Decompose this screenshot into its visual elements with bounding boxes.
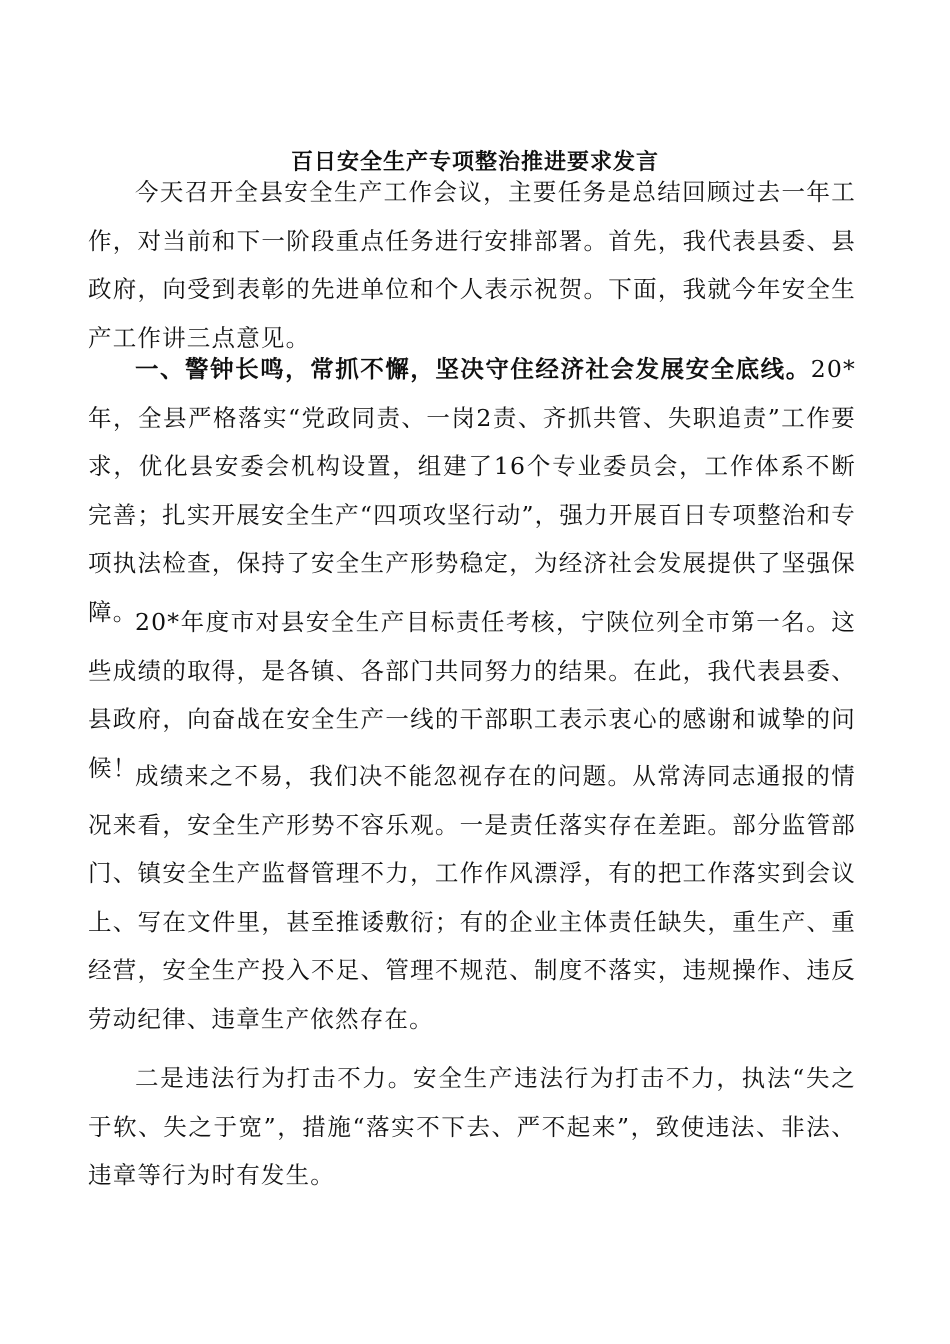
- paragraph-text: 成绩来之不易，我们决不能忽视存在的问题。从常涛同志通报的情况来看，安全生产形势不容乐观。一是责任落实存在差距。部分监管部门、镇安全生产监督管理不力，工作作风漂浮，有的把工作落实到会议上、写在文件里，甚至推诿敷衍；有的企业主体责任缺失，重生产、重经营，安全生产投入不足、管理不规范、制度不落实，违规操作、违反劳动纪律、违章生产依然存在。: [88, 762, 856, 1033]
- paragraph-text: 二是违法行为打击不力。安全生产违法行为打击不力，执法“失之于软、失之于宽”，措施“落实不下去、严不起来”，致使违法、非法、违章等行为时有发生。: [88, 1064, 856, 1189]
- paragraph-intro: [88, 168, 856, 362]
- paragraph-text: 今天召开全县安全生产工作会议，主要任务是总结回顾过去一年工作，对当前和下一阶段重点任务进行安排部署。首先，我代表县委、县政府，向受到表彰的先进单位和个人表示祝贺。下面，我就今年安全生产工作讲三点意见。: [88, 178, 856, 352]
- paragraph-text: 20*年度市对县安全生产目标责任考核，宁陕位列全市第一名。这些成绩的取得，是各镇、各部门共同努力的结果。在此，我代表县委、县政府，向奋战在安全生产一线的干部职工表示衷心的感谢和诚挚的问候！: [88, 608, 856, 782]
- paragraph-section-one: [88, 345, 856, 636]
- paragraph-enforcement: [88, 1054, 856, 1200]
- paragraph-problems: [88, 752, 856, 1043]
- paragraph-text: 20*年，全县严格落实“党政同责、一岗2责、齐抓共管、失职追责”工作要求，优化县安委会机构设置，组建了16个专业委员会，工作体系不断完善；扎实开展安全生产“四项攻坚行动”，强力开展百日专项整治和专项执法检查，保持了安全生产形势稳定，为经济社会发展提供了坚强保障。: [88, 355, 856, 626]
- document-title: 百日安全生产专项整治推进要求发言: [290, 149, 659, 175]
- section-heading: 一、警钟长鸣，常抓不懈，坚决守住经济社会发展安全底线。: [135, 355, 811, 383]
